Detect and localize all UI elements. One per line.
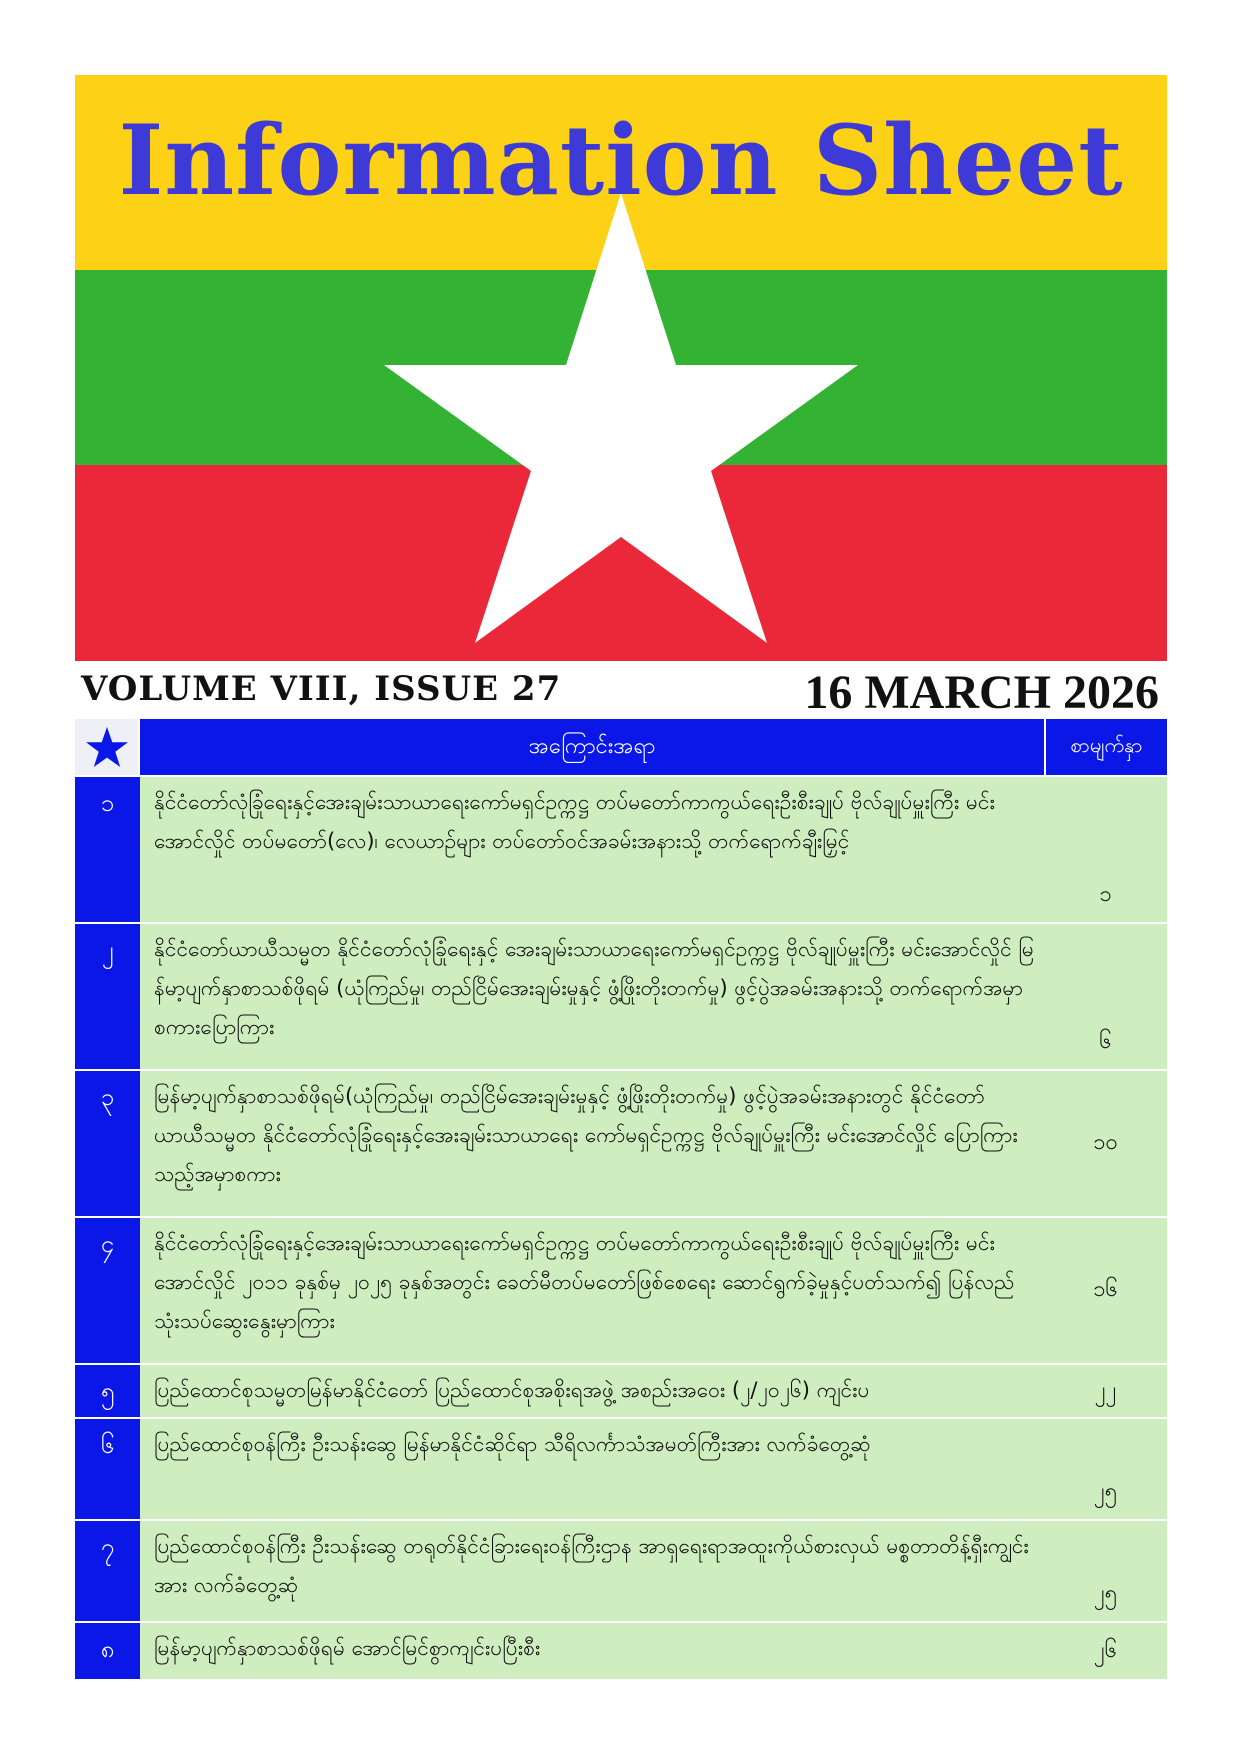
toc-row[interactable] <box>75 1519 1167 1621</box>
toc-header <box>75 719 1167 775</box>
row-page: ၂၅ <box>1044 1419 1167 1519</box>
page-column-header: စာမျက်နှာ <box>1044 719 1167 775</box>
row-title[interactable]: နိုင်ငံတော်ယာယီသမ္မတ နိုင်ငံတော်လုံခြုံရေးနှင့် အေးချမ်းသာယာရေးကော်မရှင်ဥက္ကဋ္ဌ ဗိုလ်ချုပ်မှူးကြီး မင်းအောင်လှိုင် မြန်မာ့ပျက်နှာစာသစ်ဖိုရမ် (ယုံကြည်မှု၊ တည်ငြိမ်အေးချမ်းမှုနှင့် ဖွံ့ဖြိုးတိုးတက်မှု) ဖွင့်ပွဲအခမ်းအနားသို့ တက်ရောက်အမှာစကားပြောကြား <box>140 924 1044 1069</box>
row-title[interactable]: မြန်မာ့ပျက်နှာစာသစ်ဖိုရမ်(ယုံကြည်မှု၊ တည်ငြိမ်အေးချမ်းမှုနှင့် ဖွံ့ဖြိုးတိုးတက်မှု) ဖွင့်ပွဲအခမ်းအနားတွင် နိုင်ငံတော်ယာယီသမ္မတ နိုင်ငံတော်လုံခြုံရေးနှင့်အေးချမ်းသာယာရေး ကော်မရှင်ဥက္ကဋ္ဌ ဗိုလ်ချုပ်မှူးကြီး မင်းအောင်လှိုင် ပြောကြားသည့်အမှာစကား <box>140 1071 1044 1216</box>
row-number: ၂ <box>75 924 140 1069</box>
row-number: ၄ <box>75 1218 140 1363</box>
volume-issue: VOLUME VIII, ISSUE 27 <box>81 669 562 709</box>
page-title: Information Sheet <box>118 104 1124 217</box>
row-page: ၂၂ <box>1044 1365 1167 1417</box>
row-title[interactable]: မြန်မာ့ပျက်နှာစာသစ်ဖိုရမ် အောင်မြင်စွာကျင်းပပြီးစီး <box>140 1623 1044 1679</box>
row-title[interactable]: နိုင်ငံတော်လုံခြုံရေးနှင့်အေးချမ်းသာယာရေးကော်မရှင်ဥက္ကဋ္ဌ တပ်မတော်ကာကွယ်ရေးဦးစီးချုပ် ဗိုလ်ချုပ်မှူးကြီး မင်းအောင်လှိုင် ၂၀၁၁ ခုနှစ်မှ ၂၀၂၅ ခုနှစ်အတွင်း ခေတ်မီတပ်မတော်ဖြစ်စေရေး ဆောင်ရွက်ခဲ့မှုနှင့်ပတ်သက်၍ ပြန်လည်သုံးသပ်ဆွေးနွေးမှာကြား <box>140 1218 1044 1363</box>
row-number: ၆ <box>75 1419 140 1519</box>
row-page: ၂၆ <box>1044 1623 1167 1679</box>
issue-date: 16 MARCH 2026 <box>804 666 1159 719</box>
row-number: ၅ <box>75 1365 140 1417</box>
row-title[interactable]: ပြည်ထောင်စုဝန်ကြီး ဦးသန်းဆွေ တရုတ်နိုင်ငံခြားရေးဝန်ကြီးဌာန အာရှရေးရာအထူးကိုယ်စားလှယ် မစ္စတာတိန့်ရှီးကျွင်းအား လက်ခံတွေ့ဆုံ <box>140 1521 1044 1621</box>
toc-row[interactable] <box>75 1069 1167 1216</box>
row-page: ၂၅ <box>1044 1521 1167 1621</box>
table-of-contents <box>75 719 1167 1679</box>
row-number: ၇ <box>75 1521 140 1621</box>
star-icon <box>75 719 140 775</box>
toc-row[interactable] <box>75 1363 1167 1417</box>
toc-row[interactable] <box>75 922 1167 1069</box>
contents-column-header: အကြောင်းအရာ <box>528 733 656 759</box>
row-number: ၁ <box>75 777 140 922</box>
row-number: ၈ <box>75 1623 140 1679</box>
toc-row[interactable] <box>75 1216 1167 1363</box>
row-page: ၁၆ <box>1044 1218 1167 1363</box>
issue-bar <box>75 661 1167 719</box>
toc-row[interactable] <box>75 1621 1167 1679</box>
row-page: ၁ <box>1044 777 1167 922</box>
row-page: ၁၀ <box>1044 1071 1167 1216</box>
cover-banner <box>75 75 1167 661</box>
toc-row[interactable] <box>75 775 1167 922</box>
row-page: ၆ <box>1044 924 1167 1069</box>
row-title[interactable]: နိုင်ငံတော်လုံခြုံရေးနှင့်အေးချမ်းသာယာရေးကော်မရှင်ဥက္ကဋ္ဌ တပ်မတော်ကာကွယ်ရေးဦးစီးချုပ် ဗိုလ်ချုပ်မှူးကြီး မင်းအောင်လှိုင် တပ်မတော်(လေ)၊ လေယာဉ်များ တပ်တော်ဝင်အခမ်းအနားသို့ တက်ရောက်ချီးမြှင့် <box>140 777 1044 922</box>
row-number: ၃ <box>75 1071 140 1216</box>
row-title[interactable]: ပြည်ထောင်စုသမ္မတမြန်မာနိုင်ငံတော် ပြည်ထောင်စုအစိုးရအဖွဲ့ အစည်းအဝေး (၂/၂၀၂၆) ကျင်းပ <box>140 1365 1044 1417</box>
toc-row[interactable] <box>75 1417 1167 1519</box>
row-title[interactable]: ပြည်ထောင်စုဝန်ကြီး ဦးသန်းဆွေ မြန်မာနိုင်ငံဆိုင်ရာ သီရိလင်္ကာသံအမတ်ကြီးအား လက်ခံတွေ့ဆုံ <box>140 1419 1044 1519</box>
